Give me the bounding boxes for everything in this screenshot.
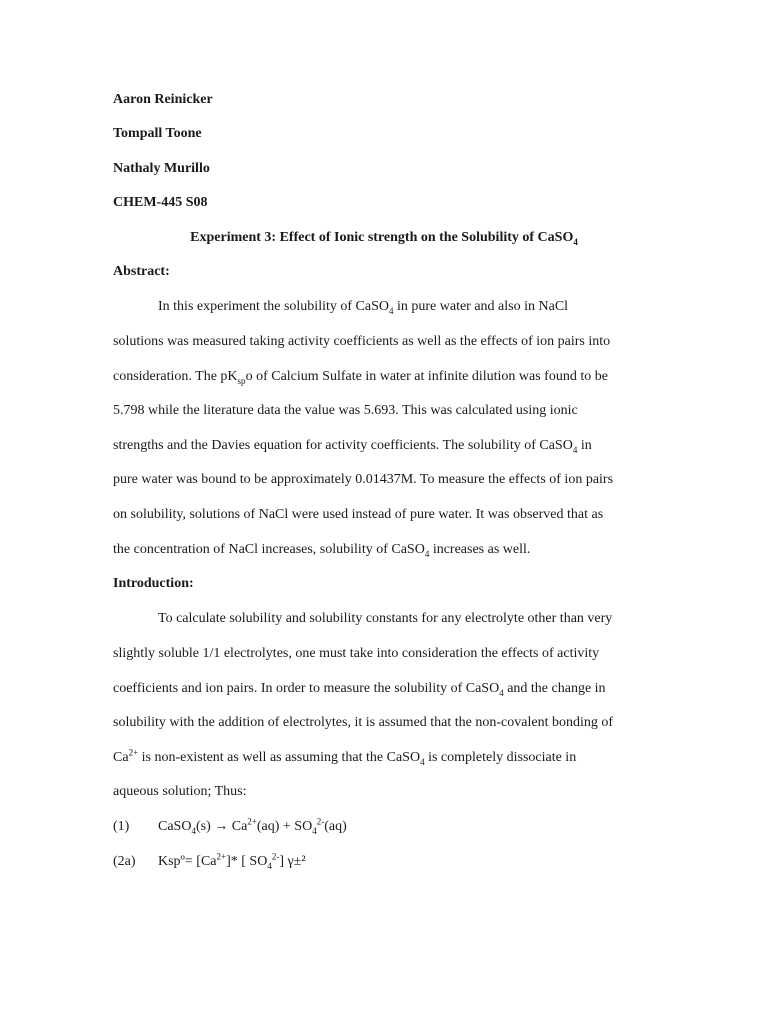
intro-line-4: solubility with the addition of electrolytes, it is assumed that the non-covalent bonding of: [113, 715, 614, 730]
equation-body: [158, 853, 306, 871]
text-run: consideration. The pK: [113, 369, 238, 384]
text-run: the concentration of NaCl increases, solubility of CaSO: [113, 542, 425, 557]
introduction-heading: Introduction:: [113, 576, 194, 591]
subscript: 4: [572, 444, 578, 455]
intro-line-6: aqueous solution; Thus:: [113, 784, 247, 799]
abstract-line-2: solutions was measured taking activity coefficients as well as the effects of ion pairs into: [113, 334, 611, 349]
text-run: In this experiment the solubility of CaSO: [158, 299, 389, 314]
text-run: is completely dissociate in: [424, 750, 577, 765]
subscript: sp: [237, 375, 246, 386]
subscript: 4: [424, 548, 430, 559]
text-run: increases as well.: [429, 542, 531, 557]
author-1: Aaron Reinicker: [113, 92, 213, 107]
subscript: 4: [388, 305, 394, 316]
subscript: 4: [267, 860, 272, 871]
course-code: CHEM-445 S08: [113, 195, 208, 210]
superscript: 2+: [247, 816, 257, 827]
title-text: Experiment 3: Effect of Ionic strength on the Solubility of CaSO: [190, 230, 574, 245]
equation-body: [158, 818, 347, 836]
text-run: (aq): [324, 819, 347, 834]
intro-line-3: [113, 680, 606, 698]
text-run: is non-existent as well as assuming that the CaSO: [138, 750, 421, 765]
abstract-heading: Abstract:: [113, 264, 170, 279]
text-run: Kspº= [Ca: [158, 854, 217, 869]
intro-line-5: [113, 749, 576, 767]
document-title: [0, 229, 768, 247]
text-run: ]* [ SO: [226, 854, 268, 869]
text-run: CaSO: [158, 819, 192, 834]
subscript: 4: [499, 687, 504, 698]
equation-number: (2a): [113, 854, 136, 869]
intro-line-2: slightly soluble 1/1 electrolytes, one must take into consideration the effects of activity: [113, 646, 600, 661]
text-run: coefficients and ion pairs. In order to measure the solubility of CaSO: [113, 681, 500, 696]
text-run: in: [577, 438, 592, 453]
subscript: 4: [312, 825, 317, 836]
abstract-line-5: [113, 437, 592, 455]
author-2: Tompall Toone: [113, 126, 202, 141]
text-run: in pure water and also in NaCl: [393, 299, 569, 314]
equation-number: (1): [113, 819, 130, 834]
text-run: (aq) + SO: [256, 819, 313, 834]
abstract-line-7: on solubility, solutions of NaCl were used instead of pure water. It was observed that as: [113, 507, 604, 522]
text-run: Ca: [113, 750, 129, 765]
text-run: (s) → Ca: [195, 819, 248, 834]
superscript: 2+: [128, 747, 139, 758]
title-subscript: 4: [573, 236, 578, 247]
subscript: 4: [420, 756, 425, 767]
abstract-line-1: [158, 298, 568, 316]
intro-line-1: To calculate solubility and solubility constants for any electrolyte other than very: [158, 611, 613, 626]
text-run: ] γ±²: [279, 854, 306, 869]
author-3: Nathaly Murillo: [113, 161, 210, 176]
abstract-line-8: [113, 541, 530, 559]
abstract-line-6: pure water was bound to be approximately 0.01437M. To measure the effects of ion pairs: [113, 472, 614, 487]
abstract-line-3: [113, 368, 608, 386]
subscript: 4: [191, 825, 196, 836]
superscript: 2-: [271, 851, 280, 862]
abstract-line-4: 5.798 while the literature data the value was 5.693. This was calculated using ionic: [113, 403, 578, 418]
text-run: o of Calcium Sulfate in water at infinite dilution was found to be: [245, 369, 608, 384]
text-run: strengths and the Davies equation for activity coefficients. The solubility of CaSO: [113, 438, 573, 453]
superscript: 2+: [216, 851, 227, 862]
superscript: 2-: [316, 816, 325, 827]
text-run: and the change in: [503, 681, 606, 696]
